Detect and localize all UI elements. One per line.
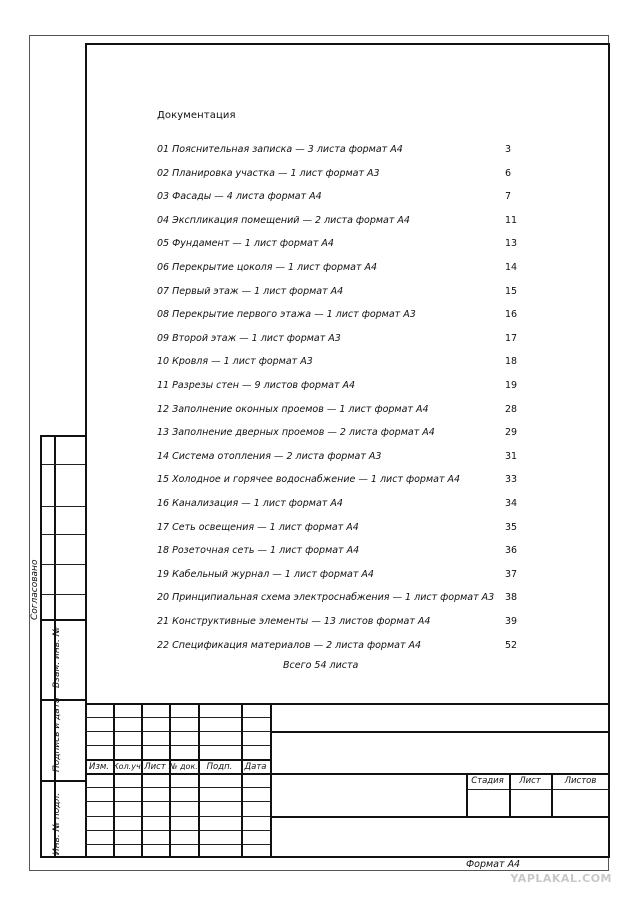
list-item: [157, 238, 527, 252]
entry-text: 16 Канализация — 1 лист формат А4: [157, 498, 343, 509]
original-inv-label: Инв. № подл.: [52, 792, 62, 855]
entry-text: 10 Кровля — 1 лист формат А3: [157, 356, 313, 368]
list-item: [157, 616, 527, 630]
list-item: [157, 522, 527, 536]
stamp-stadiya: Стадия: [471, 776, 504, 786]
entry-text: 11 Разрезы стен — 9 листов формат А4: [157, 380, 356, 391]
list-item: [157, 592, 527, 606]
entry-page: 34: [505, 498, 518, 509]
list-item: [157, 309, 527, 323]
list-item: [157, 333, 527, 347]
stamp-list: Лист: [144, 762, 166, 772]
entry-page: 18: [505, 356, 518, 368]
stamp-izm: Изм.: [89, 762, 109, 772]
entry-page: 11: [505, 214, 518, 226]
watermark: YAPLAKAL.COM: [510, 872, 612, 885]
format-label: Формат А4: [466, 859, 521, 870]
entry-page: 39: [505, 616, 518, 627]
entry-text: 17 Сеть освещения — 1 лист формат А4: [157, 521, 359, 533]
entry-text: 01 Пояснительная записка — 3 листа формат А4: [157, 144, 403, 155]
list-item: [157, 427, 527, 441]
list-item: [157, 404, 527, 418]
entry-page: 3: [505, 144, 512, 155]
entry-page: 6: [505, 167, 512, 179]
list-item: [157, 640, 527, 654]
stamp-listov: Листов: [564, 776, 597, 786]
entry-text: 19 Кабельный журнал — 1 лист формат А4: [157, 568, 374, 580]
entry-text: 07 Первый этаж — 1 лист формат А4: [157, 285, 344, 297]
side-strip: [40, 435, 85, 858]
entry-page: 36: [505, 545, 518, 557]
entry-text: 08 Перекрытие первого этажа — 1 лист формат А3: [157, 309, 416, 321]
entry-page: 14: [505, 262, 518, 273]
agreed-label: Согласовано: [30, 559, 40, 620]
list-item: [157, 356, 527, 370]
list-item: [157, 474, 527, 488]
list-item: [157, 498, 527, 512]
entry-text: 18 Розеточная сеть — 1 лист формат А4: [157, 545, 360, 557]
signature-date-label: Подпись и дата: [52, 697, 62, 772]
entry-page: 35: [505, 521, 518, 533]
entry-text: 06 Перекрытие цоколя — 1 лист формат А4: [157, 262, 378, 273]
total-sheets: Всего 54 листа: [283, 660, 359, 671]
replaced-inv-label: Взам. инв. №: [52, 626, 62, 688]
list-item: [157, 545, 527, 559]
entry-text: 20 Принципиальная схема электроснабжения — 1 лист формат А3: [157, 592, 495, 604]
list-item: [157, 569, 527, 583]
entry-text: 03 Фасады — 4 листа формат А4: [157, 191, 322, 203]
entry-page: 28: [505, 403, 518, 415]
entry-page: 15: [505, 285, 518, 297]
stamp-n-dok: № док.: [169, 762, 198, 771]
document-title: Документация: [157, 110, 236, 121]
stamp-list2: Лист: [519, 776, 541, 786]
entry-text: 22 Спецификация материалов — 2 листа формат А4: [157, 639, 422, 651]
list-item: [157, 191, 527, 205]
entry-text: 15 Холодное и горячее водоснабжение — 1 лист формат А4: [157, 474, 461, 486]
list-item: [157, 380, 527, 394]
entry-page: 31: [505, 450, 518, 462]
list-item: [157, 262, 527, 276]
entry-text: 04 Экспликация помещений — 2 листа формат А4: [157, 214, 410, 226]
stamp-data: Дата: [244, 762, 267, 772]
entry-page: 17: [505, 332, 518, 344]
title-block: [85, 703, 610, 858]
entry-page: 38: [505, 592, 518, 604]
entry-text: 21 Конструктивные элементы — 13 листов формат А4: [157, 616, 431, 627]
entry-page: 29: [505, 427, 518, 439]
entry-text: 02 Планировка участка — 1 лист формат А3: [157, 167, 380, 179]
entry-text: 05 Фундамент — 1 лист формат А4: [157, 238, 334, 250]
entry-page: 52: [505, 639, 518, 651]
entry-page: 13: [505, 238, 518, 250]
stamp-podp: Подп.: [206, 762, 233, 772]
list-item: [157, 168, 527, 182]
entry-text: 14 Система отопления — 2 листа формат А3: [157, 450, 382, 462]
entry-text: 09 Второй этаж — 1 лист формат А3: [157, 332, 341, 344]
entry-text: 12 Заполнение оконных проемов — 1 лист формат А4: [157, 403, 429, 415]
entry-page: 33: [505, 474, 518, 486]
list-item: [157, 144, 527, 158]
entry-page: 7: [505, 191, 512, 203]
entry-text: 13 Заполнение дверных проемов — 2 листа формат А4: [157, 427, 435, 439]
stamp-kol-uch: Кол.уч.: [113, 762, 144, 771]
entry-page: 19: [505, 380, 518, 391]
entry-page: 16: [505, 309, 518, 321]
list-item: [157, 451, 527, 465]
list-item: [157, 215, 527, 229]
list-item: [157, 286, 527, 300]
entry-page: 37: [505, 568, 518, 580]
